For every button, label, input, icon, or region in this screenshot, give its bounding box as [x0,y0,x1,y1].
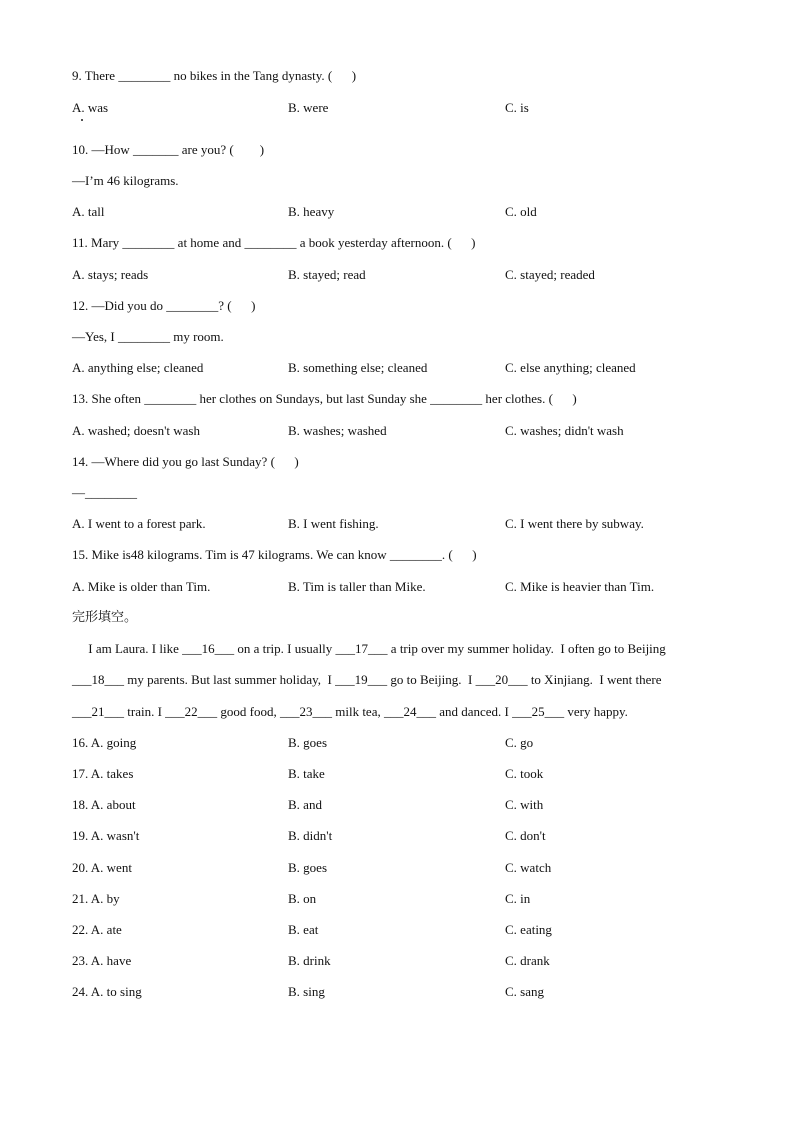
cloze-option-c: C. eating [505,922,552,937]
option-b: B. heavy [288,204,335,219]
option-a: A. anything else; cleaned [72,360,204,375]
stray-dot [81,119,83,121]
cloze-option-b: B. and [288,797,322,812]
cloze-option-c: C. sang [505,984,544,999]
option-a: A. I went to a forest park. [72,516,206,531]
question-stem: 11. Mary ________ at home and ________ a book yesterday afternoon. ( ) [72,235,476,250]
option-a: A. tall [72,204,105,219]
option-b: B. I went fishing. [288,516,379,531]
question-stem: 13. She often ________ her clothes on Sundays, but last Sunday she ________ her clothes. ( ) [72,391,577,406]
cloze-option-a: 19. A. wasn't [72,828,140,843]
option-c: C. I went there by subway. [505,516,644,531]
cloze-option-c: C. took [505,766,544,781]
cloze-option-a: 23. A. have [72,953,132,968]
cloze-option-a: 22. A. ate [72,922,122,937]
cloze-option-b: B. goes [288,735,327,750]
option-b: B. Tim is taller than Mike. [288,579,426,594]
cloze-option-a: 24. A. to sing [72,984,142,999]
question-stem: 15. Mike is48 kilograms. Tim is 47 kilograms. We can know ________. ( ) [72,547,477,562]
question-stem: 10. —How _______ are you? ( ) [72,142,265,157]
option-a: A. was [72,100,109,115]
option-b: B. something else; cleaned [288,360,428,375]
cloze-option-c: C. watch [505,860,552,875]
cloze-option-c: C. drank [505,953,550,968]
question-stem: 9. There ________ no bikes in the Tang dynasty. ( ) [72,68,357,83]
cloze-option-c: C. go [505,735,534,750]
passage-line: I am Laura. I like ___16___ on a trip. I usually ___17___ a trip over my summer holiday. I often go to Beijing [72,641,666,656]
option-a: A. stays; reads [72,267,149,282]
option-b: B. washes; washed [288,423,387,438]
question-dialogue-line: —________ [72,485,137,500]
cloze-option-b: B. drink [288,953,331,968]
cloze-option-a: 18. A. about [72,797,136,812]
option-c: C. is [505,100,529,115]
cloze-option-b: B. goes [288,860,327,875]
cloze-option-b: B. on [288,891,317,906]
option-c: C. stayed; readed [505,267,595,282]
cloze-option-b: B. sing [288,984,325,999]
passage-line: ___18___ my parents. But last summer holiday, I ___19___ go to Beijing. I ___20___ to Xinjiang. I went there [72,672,662,687]
section-heading: 完形填空。 [72,610,138,625]
cloze-option-a: 20. A. went [72,860,132,875]
question-dialogue-line: —Yes, I ________ my room. [72,329,224,344]
cloze-option-a: 16. A. going [72,735,137,750]
cloze-option-c: C. don't [505,828,546,843]
question-stem: 14. —Where did you go last Sunday? ( ) [72,454,299,469]
option-b: B. were [288,100,329,115]
cloze-option-a: 17. A. takes [72,766,134,781]
cloze-option-b: B. take [288,766,325,781]
question-stem: 12. —Did you do ________? ( ) [72,298,256,313]
passage-line: ___21___ train. I ___22___ good food, ___23___ milk tea, ___24___ and danced. I ___25___ very happy. [72,704,628,719]
cloze-option-c: C. with [505,797,544,812]
option-c: C. else anything; cleaned [505,360,636,375]
option-c: C. washes; didn't wash [505,423,624,438]
option-c: C. old [505,204,537,219]
option-a: A. Mike is older than Tim. [72,579,211,594]
cloze-option-a: 21. A. by [72,891,120,906]
option-a: A. washed; doesn't wash [72,423,200,438]
option-b: B. stayed; read [288,267,366,282]
cloze-option-b: B. eat [288,922,319,937]
cloze-option-b: B. didn't [288,828,333,843]
cloze-option-c: C. in [505,891,531,906]
question-dialogue-line: —I’m 46 kilograms. [72,173,179,188]
option-c: C. Mike is heavier than Tim. [505,579,655,594]
